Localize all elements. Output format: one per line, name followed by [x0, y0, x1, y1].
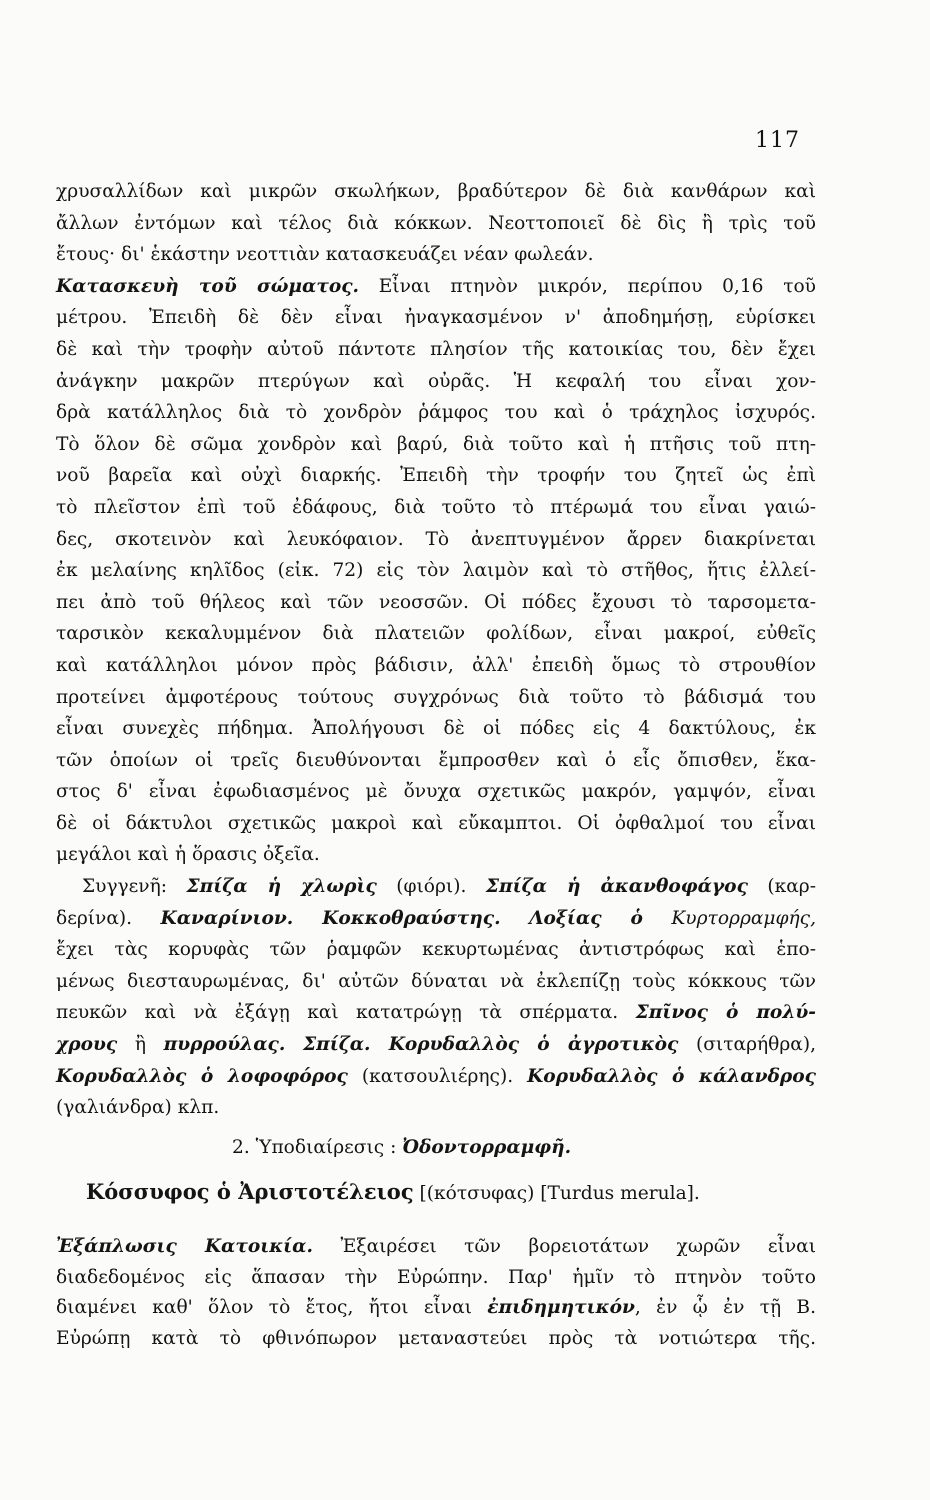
- text-segment: μένως διεσταυρωμένας, δι' αὐτῶν δύναται νὰ ἐκλεπίζῃ τοὺς κόκκους τῶν: [56, 970, 816, 992]
- text-segment: , ἐν ᾧ ἐν τῇ Β.: [634, 1297, 816, 1318]
- text-line: [56, 1029, 816, 1061]
- text-line: [56, 1092, 816, 1124]
- text-line: [56, 397, 816, 429]
- text-segment: καὶ κατάλληλοι μόνον πρὸς βάδισιν, ἀλλ' ἐπειδὴ ὅμως τὸ στρουθίον: [56, 654, 816, 676]
- text-segment: Συγγενῆ:: [82, 876, 187, 898]
- subdivision-prefix: 2. Ὑποδιαίρεσις :: [232, 1137, 403, 1158]
- species-rest: [(κότσυφας) [Turdus merula].: [413, 1183, 700, 1204]
- text-segment: Κυρτορραμφής,: [671, 907, 816, 929]
- text-segment: διαμένει καθ' ὅλον τὸ ἔτος, ἤτοι εἶναι: [56, 1297, 488, 1318]
- text-line: [56, 808, 816, 840]
- text-segment: (κατσουλιέρης).: [347, 1065, 528, 1087]
- text-segment: δὲ οἱ δάκτυλοι σχετικῶς μακροὶ καὶ εὔκαμπτοι. Οἱ ὀφθαλμοί του εἶναι: [56, 812, 816, 834]
- text-line: [56, 492, 816, 524]
- subdivision-block: [56, 1128, 816, 1216]
- text-segment: Σπῖνος ὁ πολύ-: [635, 1002, 816, 1024]
- text-segment: ἐκ μελαίνης κηλῖδος (εἰκ. 72) εἰς τὸν λαιμὸν καὶ τὸ στῆθος, ἥτις ἐλλεί-: [56, 560, 816, 582]
- text-line: [56, 903, 816, 935]
- text-segment: Σπίζα ἡ χλωρὶς: [186, 876, 377, 898]
- text-segment: (γαλιάνδρα) κλπ.: [56, 1097, 220, 1119]
- text-line: [56, 460, 816, 492]
- text-segment: νοῦ βαρεῖα καὶ οὐχὶ διαρκής. Ἐπειδὴ τὴν τροφήν του ζητεῖ ὡς ἐπὶ: [56, 465, 816, 487]
- text-line: [56, 934, 816, 966]
- text-line: [56, 334, 816, 366]
- text-segment: Ἐξαιρέσει τῶν βορειοτάτων χωρῶν εἶναι: [312, 1236, 816, 1257]
- text-line: [56, 1061, 816, 1093]
- text-line: [56, 618, 816, 650]
- main-text: [56, 176, 816, 1124]
- text-segment: (καρ-: [747, 876, 816, 898]
- text-segment: μεγάλοι καὶ ἡ ὅρασις ὀξεῖα.: [56, 844, 320, 866]
- text-line: [56, 1263, 816, 1294]
- text-line: [56, 997, 816, 1029]
- text-line: [56, 713, 816, 745]
- text-segment: εἶναι συνεχὲς πήδημα. Ἀπολήγουσι δὲ οἱ πόδες εἰς 4 δακτύλους, ἐκ: [56, 718, 816, 740]
- text-line: [56, 745, 816, 777]
- text-segment: Κορυδαλλὸς ὁ κάλανδρος: [527, 1065, 816, 1087]
- text-line: [56, 1324, 816, 1355]
- species-heading: [56, 1168, 816, 1216]
- text-segment: δρὰ κατάλληλος διὰ τὸ χονδρὸν ῥάμφος του καὶ ὁ τράχηλος ἰσχυρός.: [56, 402, 816, 424]
- text-line: [56, 208, 816, 240]
- text-segment: ἐπιδημητικόν: [487, 1297, 635, 1318]
- text-line: [56, 524, 816, 556]
- text-line: [56, 682, 816, 714]
- text-line: [56, 650, 816, 682]
- text-segment: Κατασκευὴ τοῦ σώματος.: [56, 275, 360, 297]
- text-line: [56, 871, 816, 903]
- text-line: [56, 302, 816, 334]
- text-line: [56, 176, 816, 208]
- text-segment: Κορυδαλλὸς ὁ λοφοφόρος: [56, 1065, 348, 1087]
- text-segment: Τὸ ὅλον δὲ σῶμα χονδρὸν καὶ βαρύ, διὰ τοῦτο καὶ ἡ πτῆσις τοῦ πτη-: [56, 433, 816, 455]
- page-number: 117: [755, 128, 800, 153]
- text-segment: Εὐρώπῃ κατὰ τὸ φθινόπωρον μεταναστεύει πρὸς τὰ νοτιώτερα τῆς.: [56, 1327, 816, 1349]
- text-segment: χρους: [56, 1034, 118, 1056]
- text-segment: προτείνει ἀμφοτέρους τούτους συγχρόνως διὰ τοῦτο τὸ βάδισμά του: [56, 686, 816, 708]
- text-line: [56, 776, 816, 808]
- text-line: [56, 239, 816, 271]
- text-segment: ἢ: [117, 1034, 164, 1056]
- text-segment: [501, 908, 529, 929]
- text-segment: δὲ καὶ τὴν τροφὴν αὐτοῦ πάντοτε πλησίον τῆς κατοικίας του, δὲν ἔχει: [56, 338, 816, 360]
- text-segment: πει ἀπὸ τοῦ θήλεος καὶ τῶν νεοσσῶν. Οἱ πόδες ἔχουσι τὸ ταρσομετα-: [56, 591, 816, 613]
- text-segment: τὸ πλεῖστον ἐπὶ τοῦ ἐδάφους, διὰ τοῦτο τὸ πτέρωμά του εἶναι γαιώ-: [56, 496, 816, 518]
- text-segment: χρυσαλλίδων καὶ μικρῶν σκωλήκων, βραδύτερον δὲ διὰ κανθάρων καὶ: [56, 181, 816, 202]
- text-segment: ἔτους· δι' ἑκάστην νεοττιὰν κατασκευάζει νέαν φωλεάν.: [56, 244, 594, 266]
- text-segment: Λοξίας ὁ: [529, 907, 643, 929]
- text-line: [56, 839, 816, 871]
- text-segment: μέτρου. Ἐπειδὴ δὲ δὲν εἶναι ἠναγκασμένον ν' ἀποδημήσῃ, εὑρίσκει: [56, 307, 816, 329]
- text-line: [56, 587, 816, 619]
- text-segment: (σιταρήθρα),: [678, 1034, 816, 1056]
- text-segment: [643, 908, 671, 929]
- text-segment: δερίνα).: [56, 907, 161, 929]
- text-segment: Σπίζα. Κορυδαλλὸς ὁ ἀγροτικὸς: [302, 1034, 679, 1056]
- distribution-text: [56, 1232, 816, 1354]
- text-segment: τῶν ὁποίων οἱ τρεῖς διευθύνονται ἔμπροσθεν καὶ ὁ εἷς ὄπισθεν, ἕκα-: [56, 749, 816, 771]
- text-segment: ἔχει τὰς κορυφὰς τῶν ῥαμφῶν κεκυρτωμένας ἀντιστρόφως καὶ ἑπο-: [56, 939, 816, 961]
- text-segment: ἄλλων ἐντόμων καὶ τέλος διὰ κόκκων. Νεοττοποιεῖ δὲ δὶς ἢ τρὶς τοῦ: [56, 212, 816, 234]
- text-segment: Σπίζα ἡ ἀκανθοφάγος: [485, 876, 748, 898]
- text-segment: πυρρούλας.: [163, 1034, 286, 1056]
- text-segment: ταρσικὸν κεκαλυμμένον διὰ πλατειῶν φολίδων, εἶναι μακροί, εὐθεῖς: [56, 623, 816, 645]
- text-line: [56, 429, 816, 461]
- text-segment: Καναρίνιον. Κοκκοθραύστης.: [160, 907, 501, 929]
- text-line: [56, 1232, 816, 1263]
- text-segment: πευκῶν καὶ νὰ ἐξάγῃ καὶ κατατρώγῃ τὰ σπέρματα.: [56, 1002, 636, 1024]
- text-line: [56, 1293, 816, 1324]
- subdivision-heading: [56, 1128, 816, 1168]
- text-line: [56, 271, 816, 303]
- text-segment: ἀνάγκην μακρῶν πτερύγων καὶ οὐρᾶς. Ἡ κεφαλή του εἶναι χον-: [56, 370, 816, 392]
- subdivision-name: Ὀδοντορραμφῆ.: [402, 1137, 572, 1158]
- text-segment: [285, 1034, 303, 1055]
- text-segment: Ἐξάπλωσις Κατοικία.: [56, 1236, 313, 1257]
- species-name: Κόσσυφος ὁ Ἀριστοτέλειος: [86, 1179, 414, 1204]
- text-line: [56, 366, 816, 398]
- text-segment: στος δ' εἶναι ἐφωδιασμένος μὲ ὄνυχα σχετικῶς μακρόν, γαμψόν, εἶναι: [56, 781, 816, 803]
- text-segment: (φιόρι).: [376, 876, 486, 898]
- text-segment: δες, σκοτεινὸν καὶ λευκόφαιον. Τὸ ἀνεπτυγμένον ἄρρεν διακρίνεται: [56, 528, 816, 550]
- text-segment: διαδεδομένος εἰς ἅπασαν τὴν Εὐρώπην. Παρ' ἡμῖν τὸ πτηνὸν τοῦτο: [56, 1266, 816, 1288]
- text-line: [56, 555, 816, 587]
- text-line: [56, 966, 816, 998]
- text-segment: Εἶναι πτηνὸν μικρόν, περίπου 0,16 τοῦ: [359, 275, 816, 297]
